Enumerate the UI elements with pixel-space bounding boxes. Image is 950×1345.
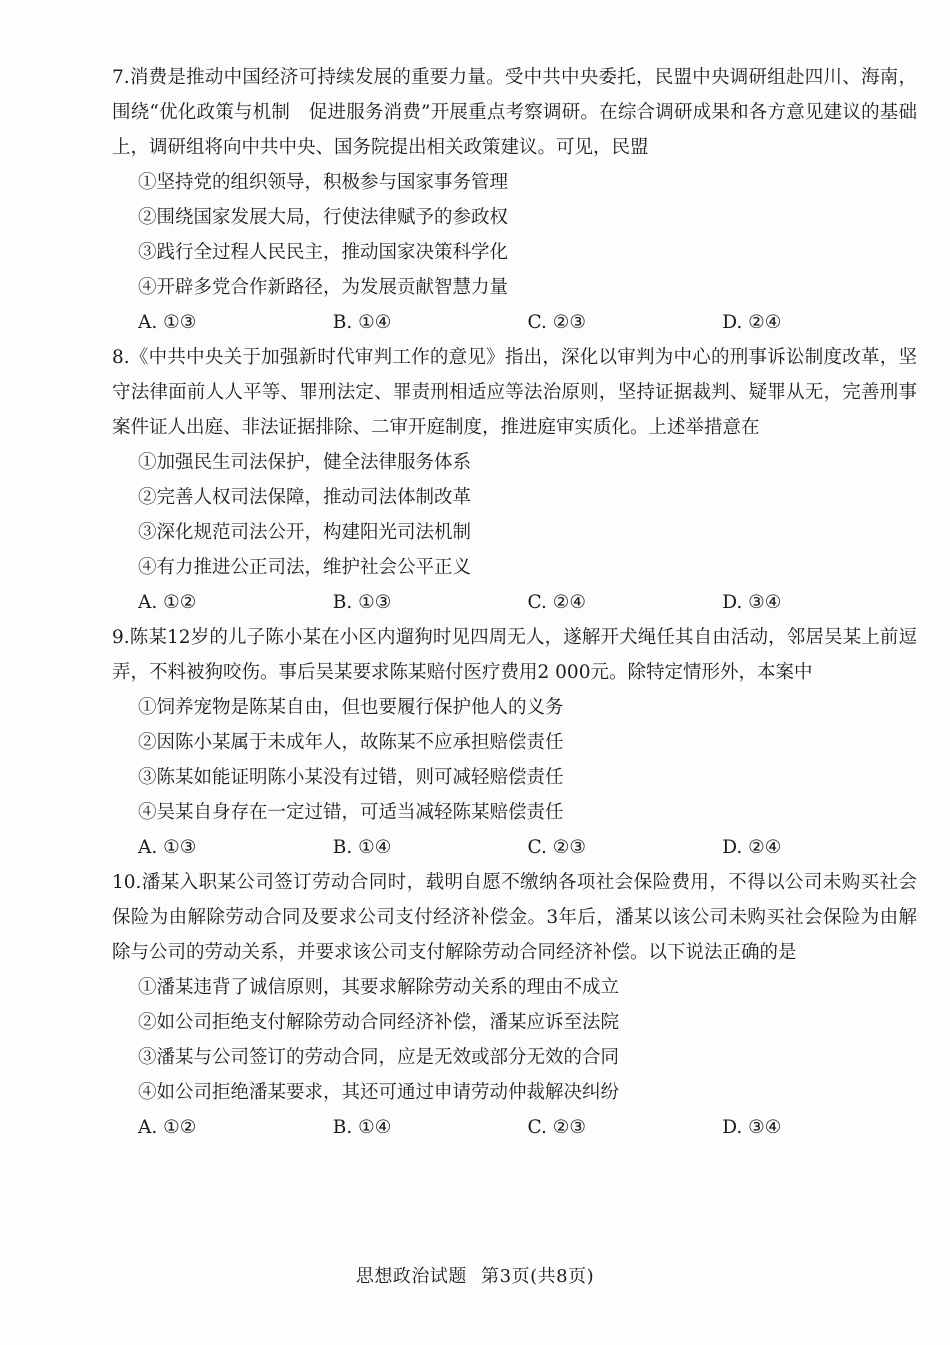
statements-list bbox=[112, 970, 917, 1145]
statement-item: ③陈某如能证明陈小某没有过错，则可减轻赔偿责任 bbox=[138, 767, 564, 788]
question-stem bbox=[112, 340, 917, 445]
answer-choices bbox=[138, 585, 917, 620]
choice-a: A. ①③ bbox=[138, 312, 197, 333]
question-stem bbox=[112, 865, 917, 970]
question-7 bbox=[112, 60, 917, 340]
choice-a: A. ①② bbox=[138, 592, 197, 613]
choice-c: C. ②④ bbox=[527, 592, 586, 613]
choice-d: D. ③④ bbox=[722, 1117, 782, 1138]
question-text: 陈某12岁的儿子陈小某在小区内遛狗时见四周无人，遂解开犬绳任其自由活动，邻居吴某上前逗弄，不料被狗咬伤。事后吴某要求陈某赔付医疗费用2 000元。除特定情形外，本案中 bbox=[112, 627, 917, 683]
statement-item: ①潘某违背了诚信原则，其要求解除劳动关系的理由不成立 bbox=[138, 977, 620, 998]
statement-item: ②如公司拒绝支付解除劳动合同经济补偿，潘某应诉至法院 bbox=[138, 1012, 620, 1033]
choice-a: A. ①② bbox=[138, 1117, 197, 1138]
footer-subject: 思想政治试题 bbox=[355, 1266, 467, 1287]
statement-item: ③践行全过程人民民主，推动国家决策科学化 bbox=[138, 242, 509, 263]
question-8 bbox=[112, 340, 917, 620]
statement-item: ③潘某与公司签订的劳动合同，应是无效或部分无效的合同 bbox=[138, 1047, 620, 1068]
answer-choices bbox=[138, 830, 917, 865]
choice-d: D. ②④ bbox=[722, 837, 782, 858]
question-9 bbox=[112, 620, 917, 865]
choice-d: D. ②④ bbox=[722, 312, 782, 333]
statements-list bbox=[112, 165, 917, 340]
statement-item: ④如公司拒绝潘某要求，其还可通过申请劳动仲裁解决纠纷 bbox=[138, 1082, 620, 1103]
statement-item: ④有力推进公正司法，维护社会公平正义 bbox=[138, 557, 472, 578]
statement-item: ④开辟多党合作新路径，为发展贡献智慧力量 bbox=[138, 277, 509, 298]
question-number: 8. bbox=[112, 347, 130, 368]
choice-c: C. ②③ bbox=[527, 312, 586, 333]
choice-b: B. ①③ bbox=[332, 592, 392, 613]
statement-item: ②因陈小某属于未成年人，故陈某不应承担赔偿责任 bbox=[138, 732, 564, 753]
question-number: 7. bbox=[112, 67, 130, 88]
choice-b: B. ①④ bbox=[332, 837, 392, 858]
statement-item: ②完善人权司法保障，推动司法体制改革 bbox=[138, 487, 472, 508]
statement-item: ③深化规范司法公开，构建阳光司法机制 bbox=[138, 522, 472, 543]
question-stem bbox=[112, 620, 917, 690]
question-text: 消费是推动中国经济可持续发展的重要力量。受中共中央委托，民盟中央调研组赴四川、海南，围绕“优化政策与机制 促进服务消费”开展重点考察调研。在综合调研成果和各方意见建议的基础上，调研组将向中共中央、国务院提出相关政策建议。可见，民盟 bbox=[112, 67, 917, 158]
answer-choices bbox=[138, 1110, 917, 1145]
footer-page-number: 第3页(共8页) bbox=[481, 1266, 595, 1287]
statements-list bbox=[112, 690, 917, 865]
question-text: 《中共中央关于加强新时代审判工作的意见》指出，深化以审判为中心的刑事诉讼制度改革，坚守法律面前人人平等、罪刑法定、罪责刑相适应等法治原则，坚持证据裁判、疑罪从无，完善刑事案件证人出庭、非法证据排除、二审开庭制度，推进庭审实质化。上述举措意在 bbox=[112, 347, 917, 438]
statement-item: ①饲养宠物是陈某自由，但也要履行保护他人的义务 bbox=[138, 697, 564, 718]
question-number: 9. bbox=[112, 627, 130, 648]
choice-d: D. ③④ bbox=[722, 592, 782, 613]
page-footer bbox=[0, 1262, 950, 1292]
answer-choices bbox=[138, 305, 917, 340]
choice-b: B. ①④ bbox=[332, 312, 392, 333]
question-10 bbox=[112, 865, 917, 1145]
questions-container bbox=[112, 60, 917, 1145]
choice-c: C. ②③ bbox=[527, 1117, 586, 1138]
statement-item: ①加强民生司法保护，健全法律服务体系 bbox=[138, 452, 472, 473]
question-stem bbox=[112, 60, 917, 165]
choice-b: B. ①④ bbox=[332, 1117, 392, 1138]
choice-a: A. ①③ bbox=[138, 837, 197, 858]
statement-item: ①坚持党的组织领导，积极参与国家事务管理 bbox=[138, 172, 509, 193]
statement-item: ④吴某自身存在一定过错，可适当减轻陈某赔偿责任 bbox=[138, 802, 564, 823]
question-number: 10. bbox=[112, 872, 142, 893]
question-text: 潘某入职某公司签订劳动合同时，载明自愿不缴纳各项社会保险费用，不得以公司未购买社会保险为由解除劳动合同及要求公司支付经济补偿金。3年后，潘某以该公司未购买社会保险为由解除与公司的劳动关系，并要求该公司支付解除劳动合同经济补偿。以下说法正确的是 bbox=[112, 872, 917, 963]
statement-item: ②围绕国家发展大局，行使法律赋予的参政权 bbox=[138, 207, 509, 228]
statements-list bbox=[112, 445, 917, 620]
choice-c: C. ②③ bbox=[527, 837, 586, 858]
